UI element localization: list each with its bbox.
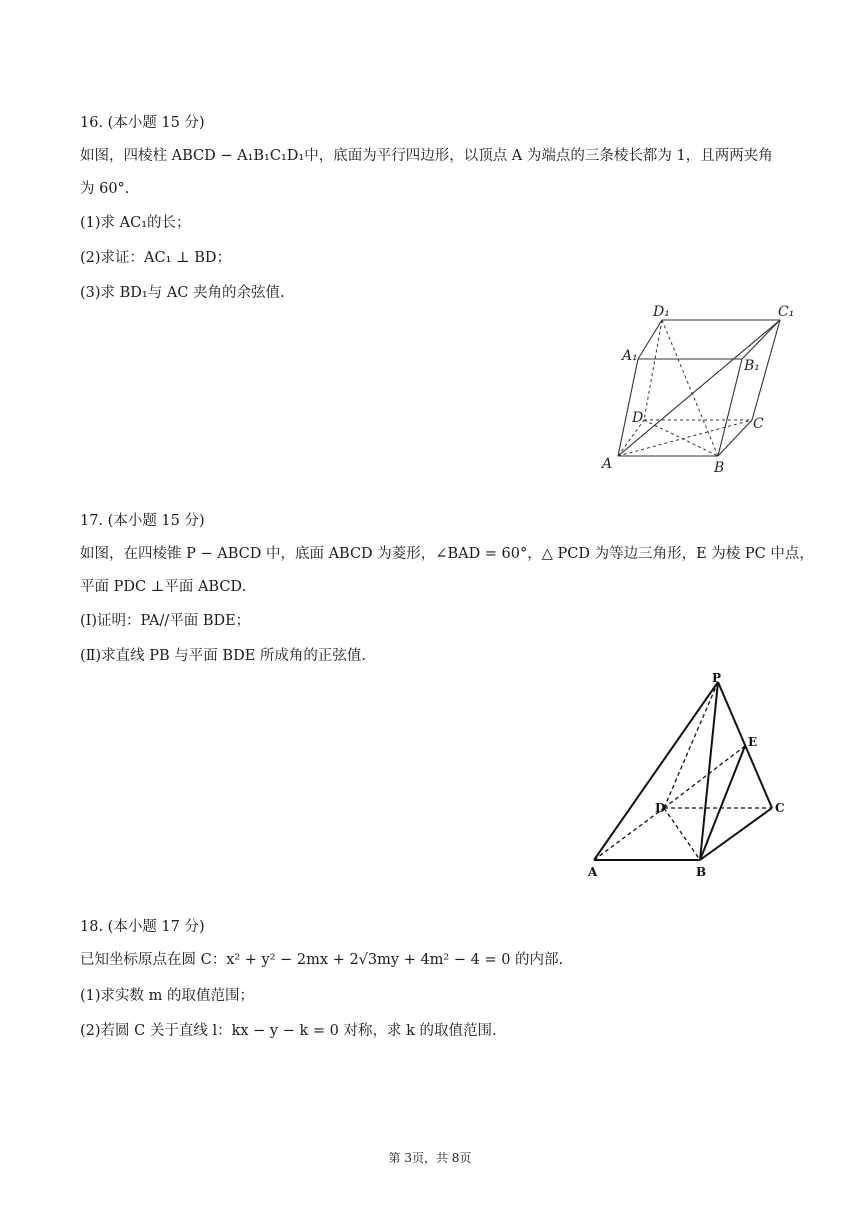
edge-p-a [594,682,718,860]
label-c: C [775,801,785,815]
label-c1: C₁ [778,304,795,320]
edge-p-b [700,682,718,860]
label-b: B [714,460,725,476]
problem-16-question-3: (3)求 BD₁与 AC 夹角的余弦值. [80,285,285,301]
label-d1: D₁ [653,304,670,320]
label-a: A [588,865,598,879]
label-d: D [632,410,644,426]
label-c: C [753,416,764,432]
problem-18-question-2: (2)若圆 C 关于直线 l：kx − y − k = 0 对称，求 k 的取值范围. [80,1023,497,1039]
problem-16-stem-line-2: 为 60°. [80,181,130,197]
problem-18-stem: 已知坐标原点在圆 C：x² + y² − 2mx + 2√3my + 4m² − 4 = 0 的内部. [80,952,564,968]
diagonal-a-c1 [618,320,780,456]
hidden-diagonal-d1-b [662,320,718,456]
label-a: A [602,456,613,472]
problem-16-stem-line-1: 如图，四棱柱 ABCD − A₁B₁C₁D₁中，底面为平行四边形，以顶点 A 为端点的三条棱长都为 1，且两两夹角 [80,148,773,164]
problem-16-question-2: (2)求证：AC₁ ⊥ BD； [80,250,232,266]
edge-p-c [718,682,772,808]
problem-17-question-1: (Ⅰ)证明：PA//平面 BDE； [80,613,251,629]
label-d: D [655,801,666,815]
hidden-segment-d-b [664,808,700,860]
figure-pyramid [582,670,792,882]
label-e: E [748,735,758,749]
parallelepiped-diagram [590,298,820,480]
problem-17-header: 17. (本小题 15 分) [80,513,205,529]
label-b1: B₁ [744,358,760,374]
problem-17-stem-line-2: 平面 PDC ⊥平面 ABCD. [80,579,247,595]
pyramid-diagram [582,670,792,882]
page-footer: 第 3页，共 8页 [388,1151,472,1165]
hidden-edge-p-d [664,682,718,808]
problem-16-header: 16. (本小题 15 分) [80,115,205,131]
hidden-diagonal-d-b [644,420,718,456]
label-a1: A₁ [622,348,638,364]
label-b: B [696,865,707,879]
edge-b-c [718,420,752,456]
label-p: P [712,671,722,685]
problem-18-header: 18. (本小题 17 分) [80,919,205,935]
problem-17-question-2: (Ⅱ)求直线 PB 与平面 BDE 所成角的正弦值. [80,648,366,664]
edge-b1-b [718,359,742,456]
problem-16-question-1: (1)求 AC₁的长； [80,215,191,231]
figure-parallelepiped [590,298,820,480]
problem-18-question-1: (1)求实数 m 的取值范围； [80,988,255,1004]
problem-17-stem-line-1: 如图，在四棱锥 P − ABCD 中，底面 ABCD 为菱形，∠BAD = 60°，△ PCD 为等边三角形，E 为棱 PC 中点， [80,546,814,562]
hidden-edge-a-d [594,808,664,860]
